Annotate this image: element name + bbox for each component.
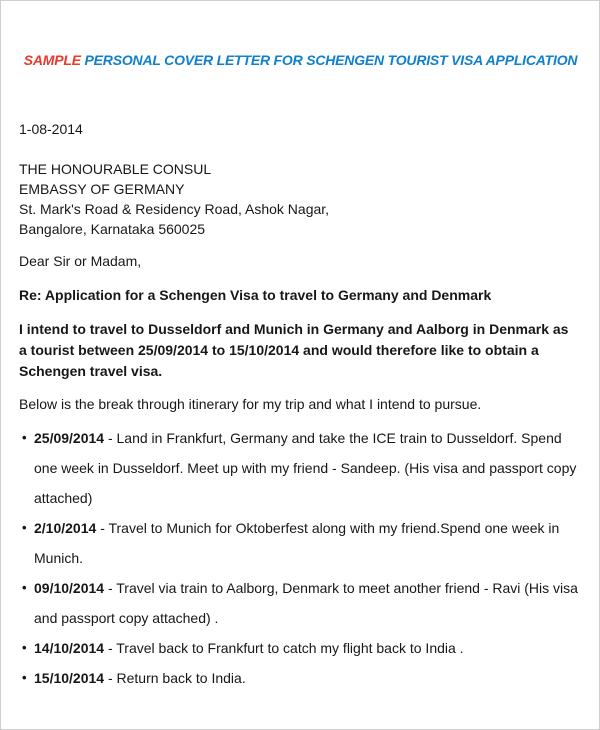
itinerary-lead: Below is the break through itinerary for my trip and what I intend to pursue. [19,396,482,412]
itinerary-list [19,423,582,693]
itinerary-item-text: - Travel to Munich for Oktoberfest along with my friend.Spend one week in Munich. [34,520,560,566]
recipient-address-block [19,159,582,239]
intro-paragraph: I intend to travel to Dusseldorf and Munich in Germany and Aalborg in Denmark as a tourist between 25/09/2014 to 15/10/2014 and would therefore like to obtain a Schengen travel visa. [19,321,569,379]
subject-line: Re: Application for a Schengen Visa to travel to Germany and Denmark [19,287,492,303]
recipient-line-embassy: EMBASSY OF GERMANY [19,181,185,197]
recipient-line-street: St. Mark's Road & Residency Road, Ashok Nagar, [19,201,330,217]
document-title-text: PERSONAL COVER LETTER FOR SCHENGEN TOURIST VISA APPLICATION [84,52,578,68]
itinerary-item [19,423,582,513]
itinerary-item-date: 25/09/2014 [34,430,105,446]
recipient-line-consul: THE HONOURABLE CONSUL [19,161,212,177]
recipient-line-city: Bangalore, Karnataka 560025 [19,221,206,237]
itinerary-item [19,573,582,633]
itinerary-item [19,663,582,693]
itinerary-item-date: 2/10/2014 [34,520,97,536]
document-title [19,52,582,69]
salutation: Dear Sir or Madam, [19,253,142,269]
itinerary-item-date: 09/10/2014 [34,580,105,596]
itinerary-item [19,633,582,663]
letter-date: 1-08-2014 [19,121,83,137]
itinerary-item-text: - Travel via train to Aalborg, Denmark to meet another friend - Ravi (His visa and passport copy attached) . [34,580,578,626]
itinerary-item [19,513,582,573]
itinerary-item-text: - Return back to India. [107,670,246,686]
itinerary-item-date: 14/10/2014 [34,640,105,656]
document-title-sample-word: SAMPLE [23,52,81,68]
itinerary-item-date: 15/10/2014 [34,670,105,686]
itinerary-item-text: - Land in Frankfurt, Germany and take the ICE train to Dusseldorf. Spend one week in Dusseldorf. Meet up with my friend - Sandeep. (His visa and passport copy attached) [34,430,577,506]
itinerary-item-text: - Travel back to Frankfurt to catch my flight back to India . [107,640,464,656]
